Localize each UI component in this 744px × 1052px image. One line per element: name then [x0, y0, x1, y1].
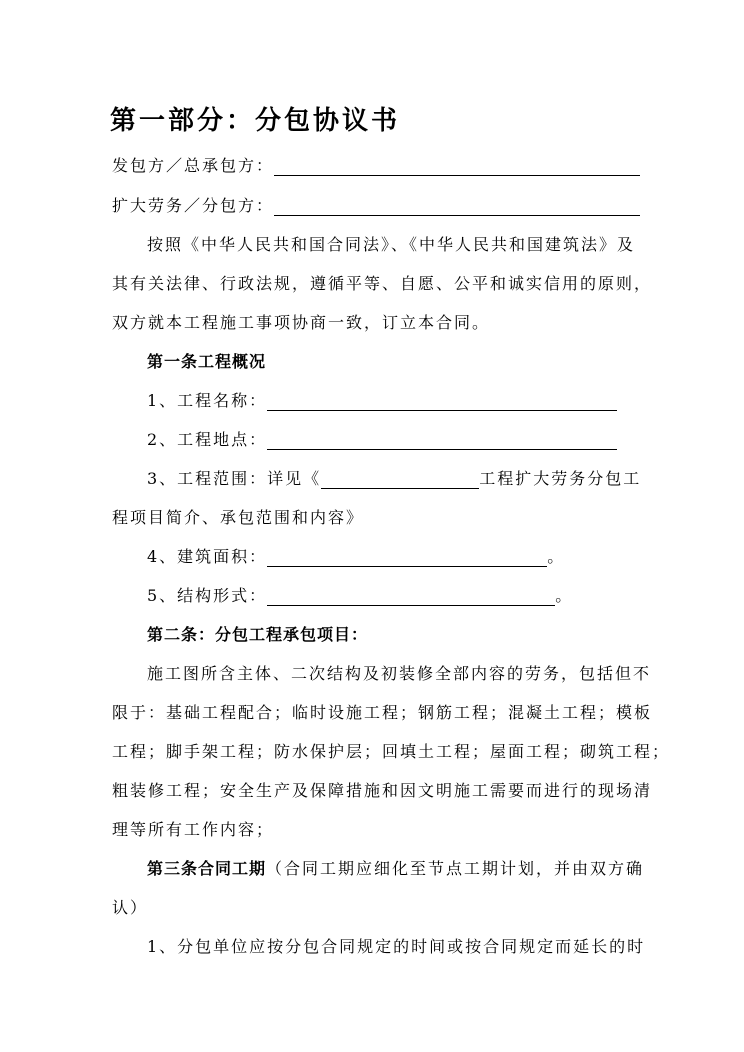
- issuer-label: 发包方／总承包方：: [112, 156, 275, 175]
- intro-line-1: 按照《中华人民共和国合同法》、《中华人民共和国建筑法》及: [147, 235, 636, 254]
- project-scope-line-2: 程项目简介、承包范围和内容》: [112, 508, 365, 527]
- project-scope-row: [147, 469, 642, 489]
- building-area-row: [147, 547, 636, 567]
- article3-heading: 第三条合同工期: [147, 859, 267, 878]
- subcontractor-blank-field[interactable]: [274, 197, 640, 216]
- article2-line-1: 施工图所含主体、二次结构及初装修全部内容的劳务，包括但不: [147, 664, 652, 683]
- project-scope-blank-field[interactable]: [321, 470, 479, 489]
- article3-note-line-2: 认）: [112, 898, 149, 917]
- project-location-blank-field[interactable]: [267, 431, 617, 450]
- project-name-label: 1、工程名称：: [147, 391, 268, 410]
- article2-line-3: 工程；脚手架工程；防水保护层；回填土工程；屋面工程；砌筑工程；: [112, 742, 671, 761]
- article1-heading: 第一条工程概况: [147, 352, 267, 371]
- subcontractor-row: [112, 196, 636, 216]
- issuer-row: [112, 156, 636, 176]
- article3-row: [147, 859, 645, 879]
- article3-note: （合同工期应细化至节点工期计划，并由双方确: [266, 859, 645, 878]
- building-area-period: 。: [547, 547, 566, 566]
- intro-line-3: 双方就本工程施工事项协商一致，订立本合同。: [112, 313, 491, 332]
- project-scope-label: 3、工程范围：详见《: [147, 469, 322, 488]
- project-scope-text: 工程扩大劳务分包工: [479, 469, 642, 488]
- structure-type-row: [147, 586, 636, 606]
- building-area-label: 4、建筑面积：: [147, 547, 268, 566]
- structure-type-period: 。: [555, 586, 574, 605]
- building-area-blank-field[interactable]: [267, 548, 547, 567]
- article2-line-2: 限于：基础工程配合；临时设施工程；钢筋工程；混凝土工程；模板: [112, 703, 653, 722]
- intro-line-2: 其有关法律、行政法规，遵循平等、自愿、公平和诚实信用的原则，: [112, 274, 653, 293]
- article2-line-4: 粗装修工程；安全生产及保障措施和因文明施工需要而进行的现场清: [112, 781, 653, 800]
- subcontractor-label: 扩大劳务／分包方：: [112, 196, 275, 215]
- page-title: 第一部分：分包协议书: [110, 106, 401, 136]
- project-name-row: [147, 391, 636, 411]
- article3-item-1: 1、分包单位应按分包合同规定的时间或按合同规定而延长的时: [147, 937, 646, 956]
- project-location-label: 2、工程地点：: [147, 430, 268, 449]
- project-location-row: [147, 430, 636, 450]
- structure-type-blank-field[interactable]: [267, 587, 555, 606]
- article2-heading: 第二条：分包工程承包项目：: [147, 625, 369, 644]
- structure-type-label: 5、结构形式：: [147, 586, 268, 605]
- article2-line-5: 理等所有工作内容；: [112, 820, 275, 839]
- issuer-blank-field[interactable]: [274, 157, 640, 176]
- project-name-blank-field[interactable]: [267, 392, 617, 411]
